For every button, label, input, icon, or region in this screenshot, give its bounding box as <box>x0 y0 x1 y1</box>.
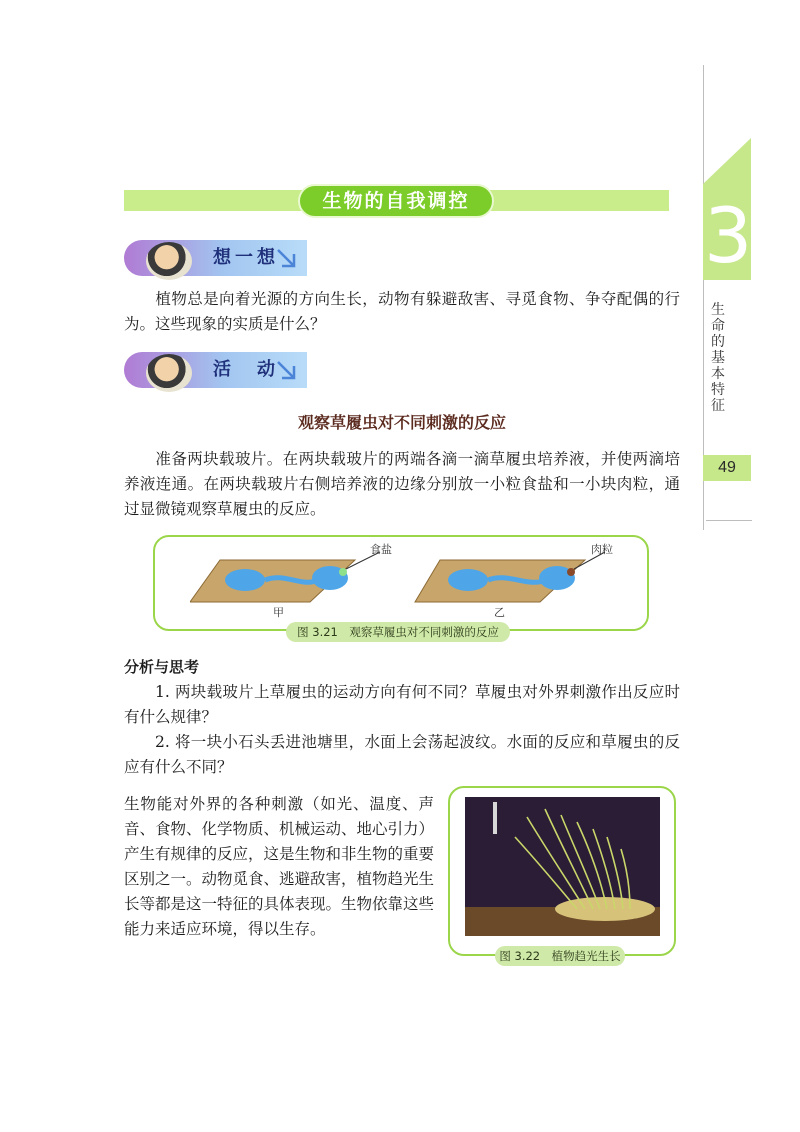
analysis-question-1: 1. 两块载玻片上草履虫的运动方向有何不同？草履虫对外界刺激作出反应时有什么规律？ <box>124 683 680 726</box>
analysis-question-2: 2. 将一块小石头丢进池塘里，水面上会荡起波纹。水面的反应和草履虫的反应有什么不同？ <box>124 733 680 776</box>
activity-badge <box>124 352 307 388</box>
arrow-down-right-icon <box>274 358 298 382</box>
think-label: 想一想 <box>213 247 279 268</box>
label-meat: 肉粒 <box>591 543 613 556</box>
tab-divider <box>706 520 752 521</box>
figure-3-22-caption: 图 3.22 植物趋光生长 <box>495 946 625 966</box>
think-text: 植物总是向着光源的方向生长，动物有躲避敌害、寻觅食物、争夺配偶的行为。这些现象的实质是什么？ <box>124 290 680 333</box>
activity-label: 活 动 <box>213 359 279 380</box>
analysis-heading: 分析与思考 <box>124 658 200 676</box>
plant-illustration <box>465 797 660 936</box>
label-jia: 甲 <box>273 606 284 619</box>
figure-3-21-caption: 图 3.21 观察草履虫对不同刺激的反应 <box>286 622 510 642</box>
think-badge <box>124 240 307 276</box>
label-yi: 乙 <box>494 606 505 619</box>
body-text: 生物能对外界的各种刺激（如光、温度、声音、食物、化学物质、机械运动、地心引力）产生有规律的反应，这是生物和非生物的重要区别之一。动物觅食、逃避敌害，植物趋光生长等都是这一特征的具体表现。生物依靠这些能力来适应环境，得以生存。 <box>124 795 435 938</box>
student-photo <box>146 354 192 392</box>
student-photo <box>146 242 192 280</box>
chapter-number: 3 <box>704 191 753 280</box>
section-title: 生物的自我调控 <box>322 190 470 212</box>
culture-drop <box>448 569 488 591</box>
phototropism-photo <box>465 797 660 936</box>
page-number: 49 <box>718 459 736 476</box>
salt-grain <box>339 568 347 576</box>
arrow-down-right-icon <box>274 246 298 270</box>
activity-title: 观察草履虫对不同刺激的反应 <box>297 413 506 432</box>
label-salt: 食盐 <box>370 543 392 556</box>
paramecium-slides-illustration <box>190 550 620 620</box>
activity-text: 准备两块载玻片。在两块载玻片的两端各滴一滴草履虫培养液，并使两滴培养液连通。在两块载玻片右侧培养液的边缘分别放一小粒食盐和一小块肉粒，通过显微镜观察草履虫的反应。 <box>124 450 680 518</box>
tab-corner-triangle <box>703 138 751 184</box>
meat-piece <box>567 568 575 576</box>
chapter-title: 生命的基本特征 <box>711 302 725 414</box>
culture-drop <box>225 569 265 591</box>
